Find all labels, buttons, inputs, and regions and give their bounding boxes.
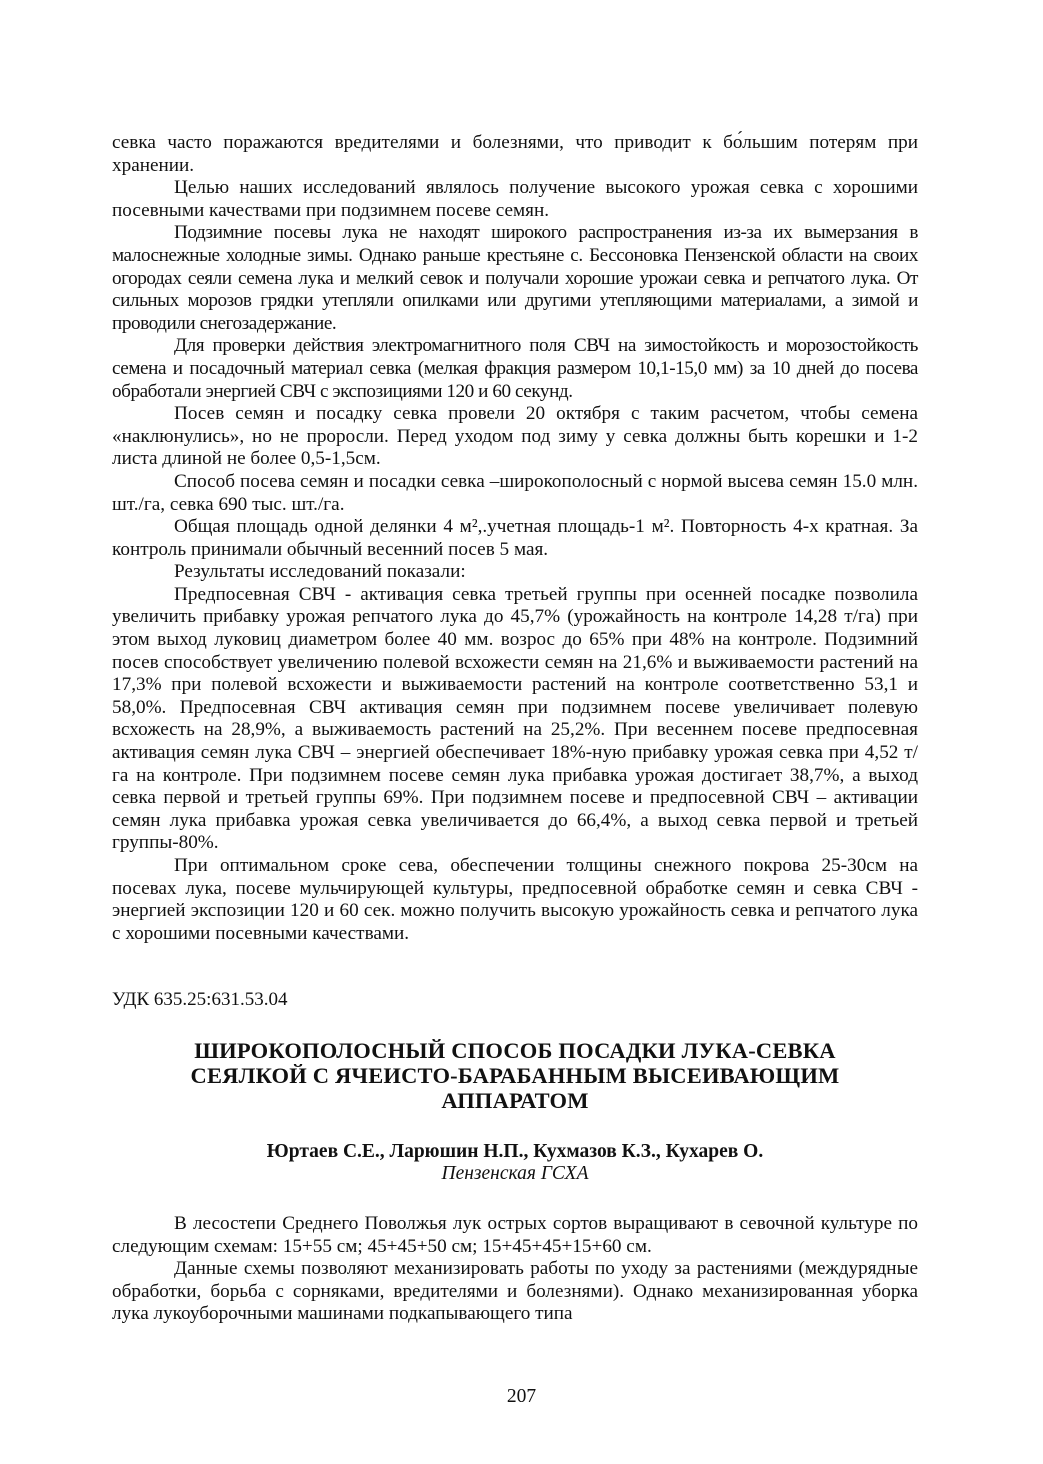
- article-title: [112, 1038, 918, 1113]
- paragraph-mechanization: Данные схемы позволяют механизировать работы по уходу за растениями (междурядные обработки, борьба с сорняками, вредителями и болезнями). Однако механизированная уборка лука лукоуборочными машинами подкапывающего типа: [112, 1258, 918, 1325]
- paragraph-conclusion: При оптимальном сроке сева, обеспечении толщины снежного покрова 25-30см на посевах лука, посеве мульчирующей культуры, предпосевной обработке семян и севка СВЧ - энергией экспозиции 120 и 60 сек. можно получить высокую урожайность севка и репчатого лука с хорошими посевными качествами.: [112, 855, 918, 944]
- udc-code: УДК 635.25:631.53.04: [112, 989, 288, 1011]
- authors: Юртаев С.Е., Ларюшин Н.П., Кухмазов К.З., Кухарев О.: [266, 1140, 764, 1162]
- title-line-3: АППАРАТОМ: [441, 1087, 589, 1113]
- paragraph-results: Предпосевная СВЧ - активация севка третьей группы при осенней посадке позволила увеличить прибавку урожая репчатого лука до 45,7% (урожайность на контроле 14,28 т/га) при этом выход луковиц диаметром более 40 мм. возрос до 65% при 48% на контроле. Подзимний посев способствует увеличению полевой всхожести семян на 21,6% и выживаемости растений на 17,3% при полевой всхожести и выживаемости растений на контроле соответственно 53,1 и 58,0%. Предпосевная СВЧ активация семян при подзимнем посеве увеличивает полевую всхожесть на 28,9%, а выживаемость растений на 25,2%. При весеннем посеве предпосевная активация семян лука СВЧ – энергией обеспечивает 18%-ную прибавку урожая севка при 4,52 т/га на контроле. При подзимнем посеве семян лука прибавка урожая достигает 38,7%, а выход севка первой и третьей группы 69%. При подзимнем посеве и предпосевной СВЧ – активации семян лука прибавка урожая севка увеличивается до 66,4%, а выход севка первой и третьей группы-80%.: [112, 583, 918, 854]
- paragraph-winter-sowing: Подзимние посевы лука не находят широкого распространения из-за их вымерзания в малоснежные холодные зимы. Однако раньше крестьяне с. Бессоновка Пензенской области на своих огородах сеяли семена лука и мелкий севок и получали хорошие урожаи севка и репчатого лука. От сильных морозов грядки утепляли опилками или другими утепляющими материалами, а зимой и проводили снегозадержание.: [112, 222, 918, 334]
- paragraph-sowing-date: Посев семян и посадку севка провели 20 октября с таким расчетом, чтобы семена «наклюнулись», но не проросли. Перед уходом под зиму у севка должны быть корешки и 1-2 листа длиной не более 0,5-1,5см.: [112, 403, 918, 470]
- paragraph-goal: Целью наших исследований являлось получение высокого урожая севка с хорошими посевными качествами при подзимнем посеве семян.: [112, 177, 918, 221]
- affiliation: Пензенская ГСХА: [441, 1162, 589, 1184]
- paragraph-results-intro: Результаты исследований показали:: [174, 561, 466, 583]
- paragraph-microwave-treatment: Для проверки действия электромагнитного поля СВЧ на зимостойкость и морозостойкость семена и посадочный материал севка (мелкая фракция размером 10,1-15,0 мм) за 10 дней до посева обработали энергией СВЧ с экспозициями 120 и 60 секунд.: [112, 335, 918, 402]
- paragraph-continuation: севка часто поражаются вредителями и болезнями, что приводит к бо́льшим потерям при хранении.: [112, 132, 918, 176]
- title-line-1: ШИРОКОПОЛОСНЫЙ СПОСОБ ПОСАДКИ ЛУКА-СЕВКА: [194, 1037, 836, 1063]
- page-number: 207: [506, 1386, 537, 1407]
- paragraph-intro-schemes: В лесостепи Среднего Поволжья лук острых сортов выращивают в севочной культуре по следующим схемам: 15+55 см; 45+45+50 см; 15+45+45+15+60 см.: [112, 1212, 918, 1257]
- paragraph-plot-area: Общая площадь одной делянки 4 м²,.учетная площадь-1 м². Повторность 4-х кратная. За контроль принимали обычный весенний посев 5 мая.: [112, 516, 918, 560]
- page-body: [112, 132, 918, 1326]
- title-line-2: СЕЯЛКОЙ С ЯЧЕИСТО-БАРАБАННЫМ ВЫСЕИВАЮЩИМ: [190, 1062, 840, 1088]
- paragraph-sowing-method: Способ посева семян и посадки севка –широкополосный с нормой высева семян 15.0 млн. шт./га, севка 690 тыс. шт./га.: [112, 470, 918, 515]
- spacer: [112, 1185, 918, 1213]
